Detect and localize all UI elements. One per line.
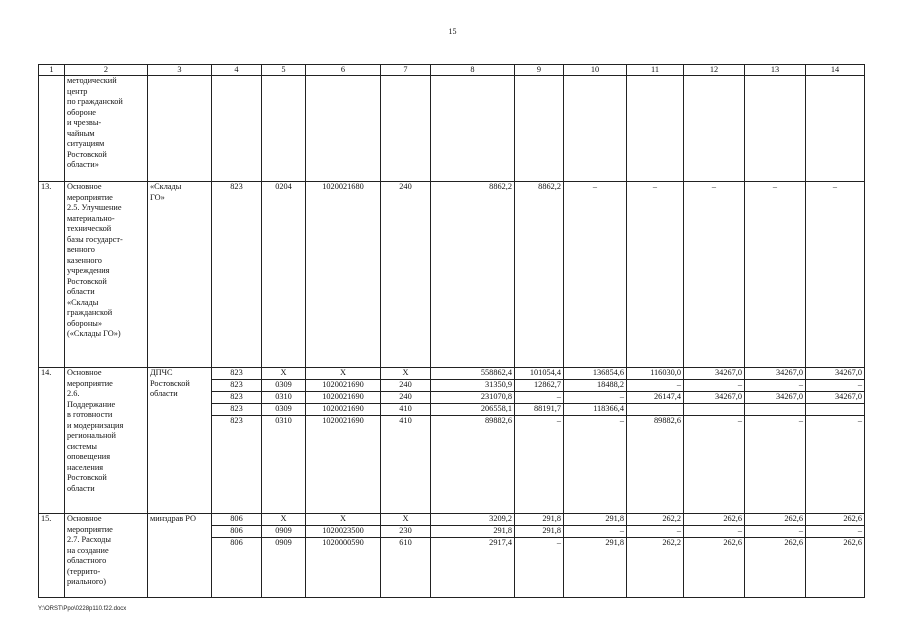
- cell: [745, 404, 806, 416]
- cell: 0309: [262, 404, 306, 416]
- cell: 291,8: [564, 538, 627, 598]
- cell: 1020023500: [306, 526, 381, 538]
- cell: Х: [306, 514, 381, 526]
- column-number: 14: [806, 65, 865, 76]
- cell: 0309: [262, 380, 306, 392]
- cell: –: [806, 526, 865, 538]
- cell: 262,6: [745, 538, 806, 598]
- cell: 1020021690: [306, 380, 381, 392]
- cell: 230: [381, 526, 431, 538]
- cell: 101054,4: [515, 368, 564, 380]
- cell: 823: [212, 392, 262, 404]
- cell: –: [564, 526, 627, 538]
- cell: Х: [381, 368, 431, 380]
- cell: [627, 404, 684, 416]
- row-index: 15.: [39, 514, 65, 598]
- cell: 8862,2: [431, 182, 515, 368]
- cell: –: [745, 416, 806, 514]
- cell: 2917,4: [431, 538, 515, 598]
- executor: ДПЧС Ростовской области: [148, 368, 212, 514]
- column-number: 1: [39, 65, 65, 76]
- cell: –: [806, 182, 865, 368]
- cell: 31350,9: [431, 380, 515, 392]
- row-index: 13.: [39, 182, 65, 368]
- cell: 34267,0: [745, 392, 806, 404]
- cell: 806: [212, 526, 262, 538]
- cell: 291,8: [515, 526, 564, 538]
- column-number-row: [39, 65, 865, 76]
- cell: 823: [212, 368, 262, 380]
- cell: 1020021680: [306, 182, 381, 368]
- cell: Х: [262, 368, 306, 380]
- cell: 1020021690: [306, 416, 381, 514]
- measure-name: методический центр по гражданской обороне и чрезвы- чайным ситуациям Ростовской области»: [65, 76, 148, 182]
- table-row: [39, 76, 865, 182]
- cell: 806: [212, 514, 262, 526]
- cell: –: [745, 380, 806, 392]
- column-number: 7: [381, 65, 431, 76]
- column-number: 13: [745, 65, 806, 76]
- column-number: 6: [306, 65, 381, 76]
- column-number: 12: [684, 65, 745, 76]
- cell: –: [515, 538, 564, 598]
- cell: –: [564, 416, 627, 514]
- table-row: [39, 182, 865, 368]
- cell: Х: [381, 514, 431, 526]
- cell: –: [806, 416, 865, 514]
- cell: 262,6: [684, 538, 745, 598]
- executor: «Склады ГО»: [148, 182, 212, 368]
- cell: 1020000590: [306, 538, 381, 598]
- executor: минздрав РО: [148, 514, 212, 598]
- cell: 116030,0: [627, 368, 684, 380]
- cell: 291,8: [431, 526, 515, 538]
- cell: 240: [381, 182, 431, 368]
- cell: 262,6: [684, 514, 745, 526]
- cell: 262,6: [806, 538, 865, 598]
- cell: 206558,1: [431, 404, 515, 416]
- cell: 823: [212, 404, 262, 416]
- cell: Х: [262, 514, 306, 526]
- cell: 12862,7: [515, 380, 564, 392]
- table-row: [39, 368, 865, 380]
- cell: 3209,2: [431, 514, 515, 526]
- cell: 0310: [262, 416, 306, 514]
- row-index: 14.: [39, 368, 65, 514]
- cell: 88191,7: [515, 404, 564, 416]
- cell: 240: [381, 380, 431, 392]
- cell: 89882,6: [431, 416, 515, 514]
- column-number: 8: [431, 65, 515, 76]
- cell: 118366,4: [564, 404, 627, 416]
- cell: 136854,6: [564, 368, 627, 380]
- cell: 262,6: [806, 514, 865, 526]
- column-number: 10: [564, 65, 627, 76]
- cell: –: [745, 526, 806, 538]
- cell: 0909: [262, 538, 306, 598]
- cell: 291,8: [564, 514, 627, 526]
- cell: –: [684, 380, 745, 392]
- cell: –: [627, 526, 684, 538]
- cell: 240: [381, 392, 431, 404]
- cell: –: [806, 380, 865, 392]
- column-number: 9: [515, 65, 564, 76]
- column-number: 4: [212, 65, 262, 76]
- cell: 410: [381, 404, 431, 416]
- cell: 823: [212, 182, 262, 368]
- cell: 1020021690: [306, 404, 381, 416]
- cell: 610: [381, 538, 431, 598]
- budget-table: [38, 64, 865, 598]
- cell: 410: [381, 416, 431, 514]
- cell: –: [627, 182, 684, 368]
- table-row: [39, 514, 865, 526]
- cell: –: [515, 392, 564, 404]
- cell: –: [564, 182, 627, 368]
- column-number: 11: [627, 65, 684, 76]
- cell: 262,2: [627, 514, 684, 526]
- column-number: 2: [65, 65, 148, 76]
- column-number: 3: [148, 65, 212, 76]
- cell: –: [684, 416, 745, 514]
- table-body: [39, 65, 865, 598]
- cell: 806: [212, 538, 262, 598]
- cell: [684, 404, 745, 416]
- cell: 34267,0: [745, 368, 806, 380]
- cell: 231070,8: [431, 392, 515, 404]
- cell: [806, 404, 865, 416]
- cell: 823: [212, 416, 262, 514]
- cell: –: [745, 182, 806, 368]
- cell: 558862,4: [431, 368, 515, 380]
- cell: 262,6: [745, 514, 806, 526]
- page-number: 15: [448, 27, 457, 36]
- cell: –: [564, 392, 627, 404]
- cell: –: [515, 416, 564, 514]
- cell: 89882,6: [627, 416, 684, 514]
- cell: 823: [212, 380, 262, 392]
- cell: 1020021690: [306, 392, 381, 404]
- cell: –: [627, 380, 684, 392]
- cell: 0204: [262, 182, 306, 368]
- cell: 0909: [262, 526, 306, 538]
- cell: –: [684, 182, 745, 368]
- cell: Х: [306, 368, 381, 380]
- cell: 291,8: [515, 514, 564, 526]
- cell: 262,2: [627, 538, 684, 598]
- column-number: 5: [262, 65, 306, 76]
- measure-name: Основное мероприятие 2.7. Расходы на создание областного (террито- риального): [65, 514, 148, 598]
- cell: 8862,2: [515, 182, 564, 368]
- cell: 26147,4: [627, 392, 684, 404]
- cell: 0310: [262, 392, 306, 404]
- cell: 34267,0: [684, 392, 745, 404]
- cell: 18488,2: [564, 380, 627, 392]
- cell: 34267,0: [806, 392, 865, 404]
- footer-file-path: Y:\ORST\Ppo\0228p110.f22.docx: [38, 606, 127, 612]
- measure-name: Основное мероприятие 2.6. Поддержание в готовности и модернизация региональной системы оповещения населения Ростовской области: [65, 368, 148, 514]
- cell: 34267,0: [806, 368, 865, 380]
- measure-name: Основное мероприятие 2.5. Улучшение материально- технической базы государст- венного казенного учреждения Ростовской области «Склады гражданской обороны» («Склады ГО»): [65, 182, 148, 368]
- cell: –: [684, 526, 745, 538]
- cell: 34267,0: [684, 368, 745, 380]
